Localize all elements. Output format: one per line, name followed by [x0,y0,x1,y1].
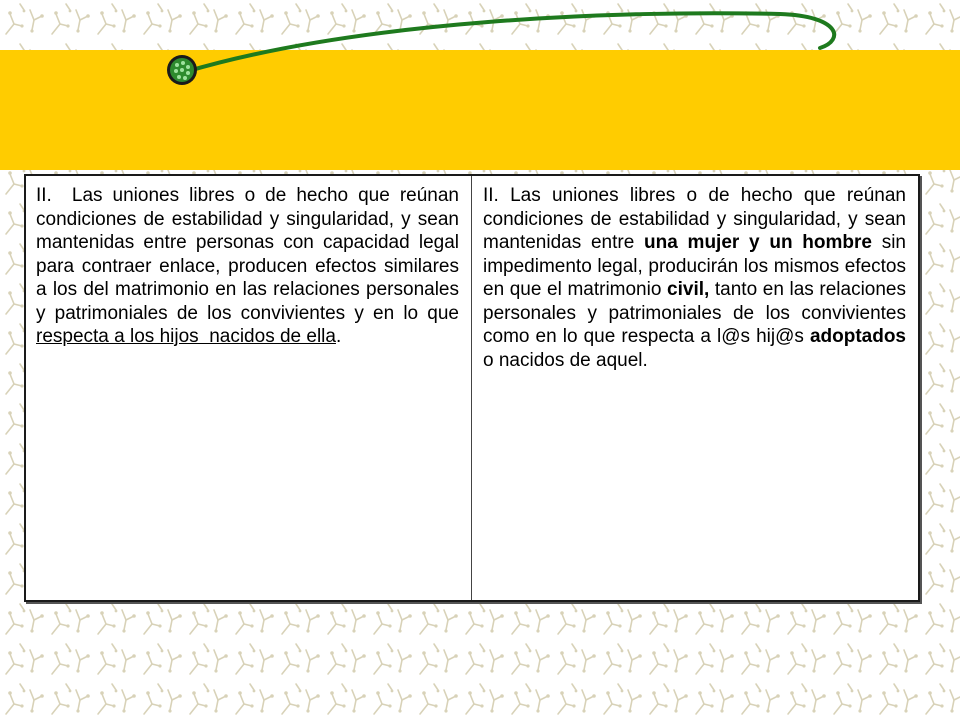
right-bold-text-1: una mujer y un hombre [644,232,872,253]
left-body-text: Las uniones libres o de hecho que reúnan condiciones de estabilidad y singularidad, y sean mantenidas entre personas con capacidad legal para contraer enlace, producen efectos similares a los del matrimonio en las relaciones personales y patrimoniales de los convivientes y en lo que [36,185,465,324]
green-swoosh-decoration [0,0,960,200]
right-text-part2: sin impedimento legal, producirán los mismos efectos en que el matrimonio [483,232,906,300]
left-end-punctuation: . [335,326,342,347]
comparison-table [24,174,920,602]
right-bold-text-3: adoptados [809,326,906,347]
right-text-part4: o nacidos de aquel. [483,349,648,371]
left-underlined-text: respecta a los hijos nacidos de ella [36,326,336,347]
green-dotted-orb-icon [167,55,197,85]
right-text-cell [472,176,918,600]
right-text-part3: tanto en las relaciones personales y patrimoniales de los convivientes como en lo que respecta a l@s hij@s [483,279,906,347]
left-numeral: II. [36,185,52,206]
right-bold-text-2: civil, [667,279,710,300]
left-text-cell [26,176,472,600]
right-text-part1: II. Las uniones libres o de hecho que reúnan condiciones de estabilidad y singularidad, y sean mantenidas entre [483,185,906,253]
